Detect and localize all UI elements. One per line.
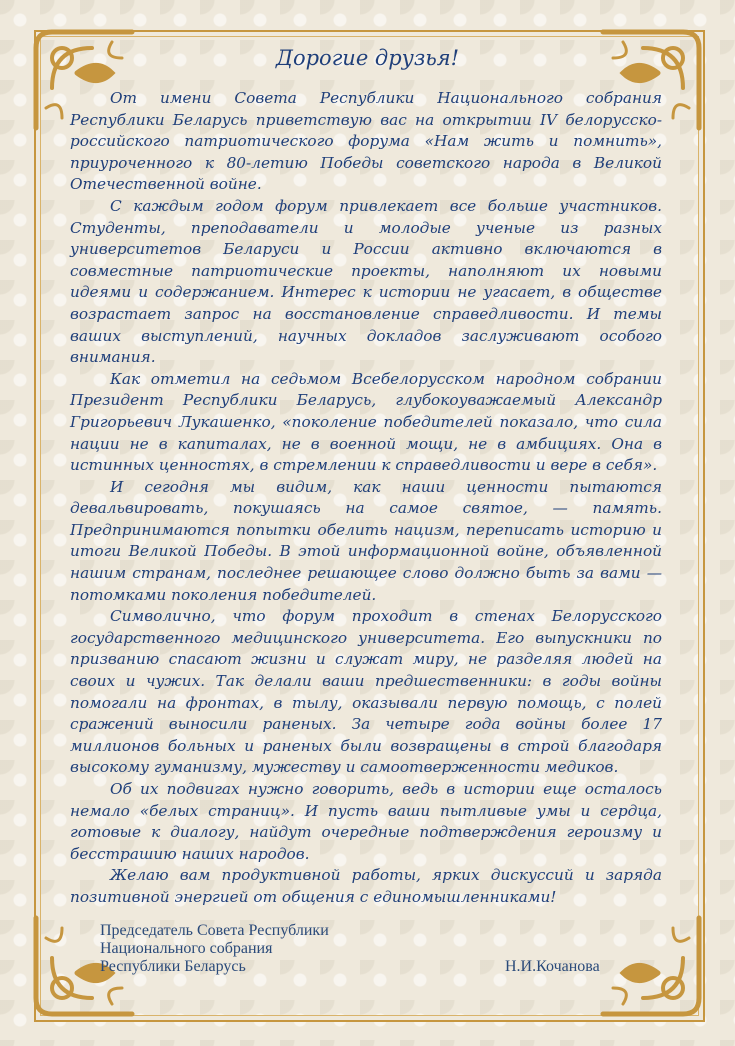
signature-block	[100, 922, 329, 976]
paragraph: Как отметил на седьмом Всебелорусском народном собрании Президент Республики Беларусь, глубокоуважаемый Александр Григорьевич Лукашенко, «поколение победителей показало, что сила нации не в капиталах, не в военной мощи, не в амбициях. Она в истинных ценностях, в стремлении к справедливости и вере в себя».	[70, 369, 662, 475]
paragraph: От имени Совета Республики Национального собрания Республики Беларусь приветствую вас на открытии IV белорусско-российского патриотического форума «Нам жить и помнить», приуроченного к 80-летию Победы советского народа в Великой Отечественной войне.	[70, 89, 662, 194]
paragraph: Желаю вам продуктивной работы, ярких дискуссий и заряда позитивной энергией от общения с единомышленниками!	[70, 866, 662, 906]
paragraph: Об их подвигах нужно говорить, ведь в истории еще осталось немало «белых страниц». И пусть ваши пытливые умы и сердца, готовые к диалогу, найдут очередные подтверждения героизму и бесстрашию наших народов.	[70, 780, 662, 863]
paragraph: И сегодня мы видим, как наши ценности пытаются девальвировать, покушаясь на самое святое, — память. Предпринимаются попытки обелить нацизм, переписать историю и итоги Великой Победы. В этой информационной войне, объявленной нашим странам, последнее решающее слово должно быть за вами — потомками поколения победителей.	[70, 477, 662, 604]
signature-position-line: Председатель Совета Республики	[100, 922, 329, 939]
signature-name: Н.И.Кочанова	[505, 958, 600, 975]
ornament-corner-icon	[593, 908, 713, 1028]
signature-position-line: Национального собрания	[100, 940, 273, 957]
signature-position-line: Республики Беларусь	[100, 958, 246, 975]
letter-body	[70, 88, 662, 909]
letter-title: Дорогие друзья!	[275, 46, 460, 70]
paragraph: Символично, что форум проходит в стенах Белорусского государственного медицинского университета. Его выпускники по призванию спасают жизни и служат миру, не разделяя людей на своих и чужих. Так делали ваши предшественники: в годы войны помогали на фронтах, в тылу, оказывали первую помощь, с полей сражений выносили раненых. За четыре года войны более 17 миллионов больных и раненых были возвращены в строй благодаря высокому гуманизму, мужеству и самоотверженности медиков.	[70, 607, 662, 777]
paragraph: С каждым годом форум привлекает все больше участников. Студенты, преподаватели и молодые ученые из разных университетов Беларуси и России активно включаются в совместные патриотические проекты, наполняют их новыми идеями и содержанием. Интерес к истории не угасает, в обществе возрастает запрос на восстановление справедливости. И темы ваших выступлений, научных докладов заслуживают особого внимания.	[70, 196, 662, 367]
